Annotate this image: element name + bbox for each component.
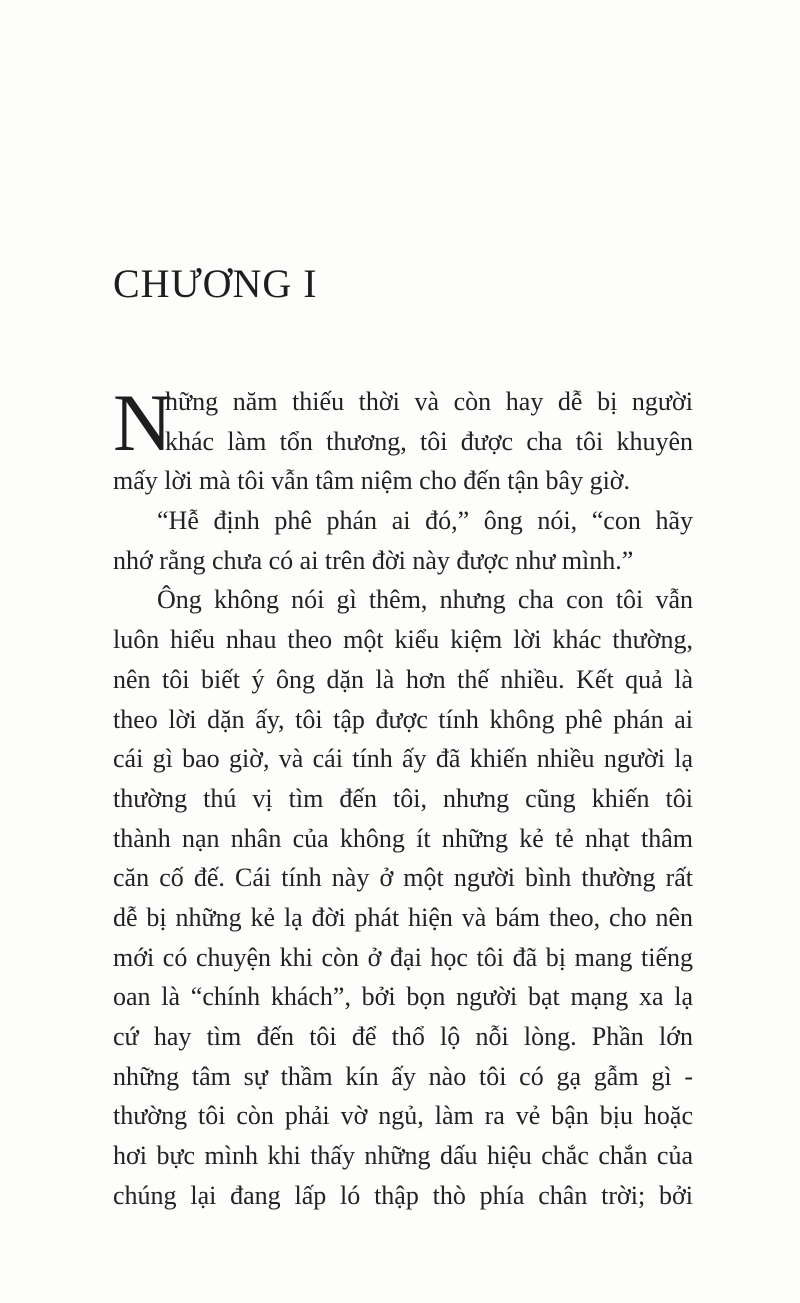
text-line: mới có chuyện khi còn ở đại học tôi đã bị mang tiếng	[113, 942, 693, 972]
text-line: những tâm sự thầm kín ấy nào tôi có gạ gẫm gì -	[113, 1061, 693, 1091]
text-line: nên tôi biết ý ông dặn là hơn thế nhiều. Kết quả là	[113, 664, 693, 694]
text-line: oan là “chính khách”, bởi bọn người bạt mạng xa lạ	[113, 982, 693, 1012]
text-line: hơi bực mình khi thấy những dấu hiệu chắc chắn của	[113, 1141, 693, 1171]
text-line: cứ hay tìm đến tôi để thổ lộ nỗi lòng. Phần lớn	[113, 1022, 693, 1051]
text-line: “Hễ định phê phán ai đó,” ông nói, “con hãy	[157, 506, 693, 536]
text-line: luôn hiểu nhau theo một kiểu kiệm lời khác thường,	[113, 625, 693, 655]
text-line: chúng lại đang lấp ló thập thò phía chân trời; bởi	[113, 1180, 693, 1210]
text-line: thường thú vị tìm đến tôi, nhưng cũng khiến tôi	[113, 783, 693, 813]
text-line: khác làm tổn thương, tôi được cha tôi khuyên	[165, 426, 693, 456]
drop-cap: N	[113, 377, 173, 468]
text-line: căn cố đế. Cái tính này ở một người bình thường rất	[113, 863, 693, 893]
text-line: thường tôi còn phải vờ ngủ, làm ra vẻ bận bịu hoặc	[113, 1101, 693, 1131]
chapter-title: CHƯƠNG I	[113, 261, 318, 306]
text-line: thành nạn nhân của không ít những kẻ tẻ nhạt thâm	[113, 823, 693, 853]
text-line: nhớ rằng chưa có ai trên đời này được như mình.”	[113, 545, 634, 575]
text-line: theo lời dặn ấy, tôi tập được tính không phê phán ai	[113, 704, 693, 734]
text-line: Ông không nói gì thêm, nhưng cha con tôi vẫn	[157, 585, 693, 615]
text-line: hững năm thiếu thời và còn hay dễ bị người	[165, 387, 693, 416]
body-text	[113, 377, 693, 1215]
text-line: dễ bị những kẻ lạ đời phát hiện và bám theo, cho nên	[113, 902, 693, 932]
text-line: cái gì bao giờ, và cái tính ấy đã khiến nhiều người lạ	[113, 744, 693, 774]
text-line: mấy lời mà tôi vẫn tâm niệm cho đến tận bây giờ.	[113, 466, 631, 496]
